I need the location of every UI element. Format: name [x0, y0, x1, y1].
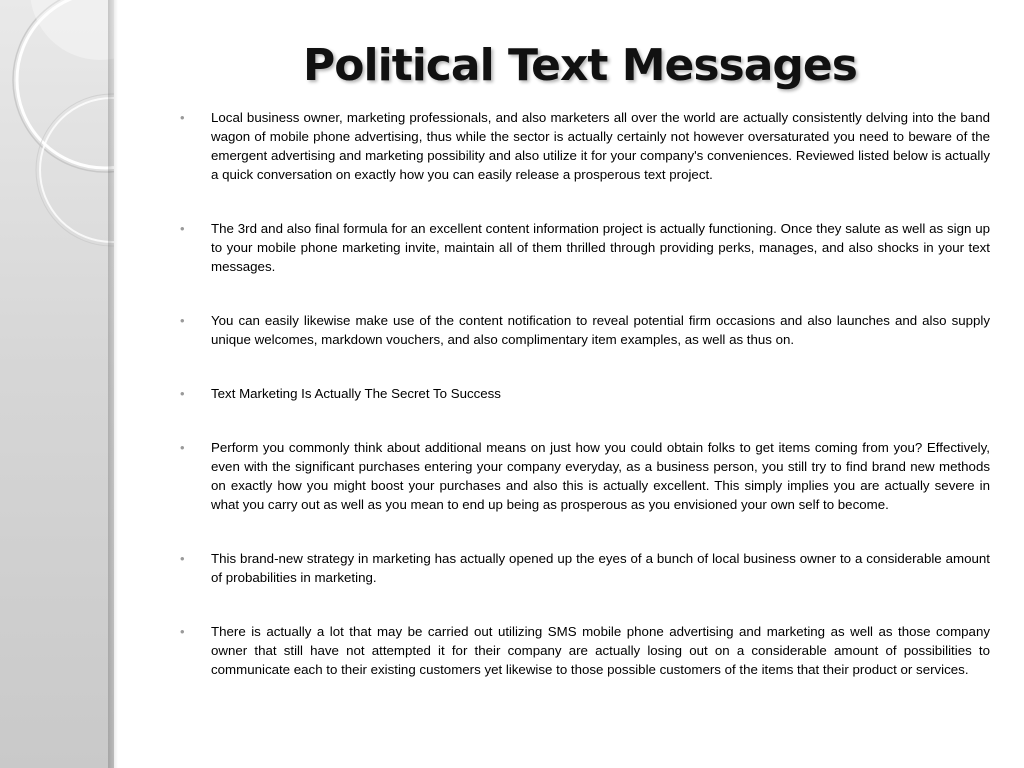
- bullet-item: [180, 622, 990, 679]
- bullet-marker: •: [180, 221, 185, 236]
- bullet-item: [180, 108, 990, 184]
- bullet-marker: •: [180, 551, 185, 566]
- bullet-item: [180, 384, 990, 403]
- decorative-side-panel: [0, 0, 114, 768]
- bullet-text: This brand-new strategy in marketing has actually opened up the eyes of a bunch of local business owner to a considerable amount of probabilities in marketing.: [211, 551, 990, 585]
- bullet-list: [180, 108, 990, 714]
- bullet-marker: •: [180, 440, 185, 455]
- bullet-text: The 3rd and also final formula for an excellent content information project is actually functioning. Once they salute as well as sign up to your mobile phone marketing invite, maintain all of them thrilled through providing perks, manages, and also shocks in your text messages.: [211, 221, 990, 274]
- bullet-item: [180, 438, 990, 514]
- side-panel-shadow: [108, 0, 118, 768]
- bullet-marker: •: [180, 386, 185, 401]
- bullet-marker: •: [180, 624, 185, 639]
- bullet-item: [180, 549, 990, 587]
- bullet-marker: •: [180, 313, 185, 328]
- bullet-item: [180, 311, 990, 349]
- bullet-item: [180, 219, 990, 276]
- bullet-text: You can easily likewise make use of the content notification to reveal potential firm occasions and also launches and also supply unique welcomes, markdown vouchers, and also complimentary item examples, as well as thus on.: [211, 313, 990, 347]
- bullet-text: Perform you commonly think about additional means on just how you could obtain folks to get items coming from you? Effectively, even with the significant purchases entering your company everyday, as a business person, you still try to find brand new methods on exactly how you might boost your purchases and also this is actually excellent. This simply implies you are actually severe in what you carry out as well as you mean to end up being as prosperous as you envisioned your own self to become.: [211, 440, 990, 512]
- decorative-circles: [0, 0, 114, 300]
- slide-title: Political Text Messages: [303, 40, 857, 91]
- bullet-text: Text Marketing Is Actually The Secret To Success: [211, 386, 501, 401]
- bullet-marker: •: [180, 110, 185, 125]
- bullet-text: There is actually a lot that may be carried out utilizing SMS mobile phone advertising and marketing as well as those company owner that still have not attempted it for their company are actually losing out on a considerable amount of possibilities to communicate each to their existing customers yet likewise to those possible customers of the items that their product or services.: [211, 624, 990, 677]
- bullet-text: Local business owner, marketing professionals, and also marketers all over the world are actually consistently delving into the band wagon of mobile phone advertising, thus while the sector is actually certainly not however oversaturated you need to beware of the emergent advertising and marketing possibility and also utilize it for your company's conveniences. Reviewed listed below is actually a quick conversation on exactly how you can easily release a prosperous text project.: [211, 110, 990, 182]
